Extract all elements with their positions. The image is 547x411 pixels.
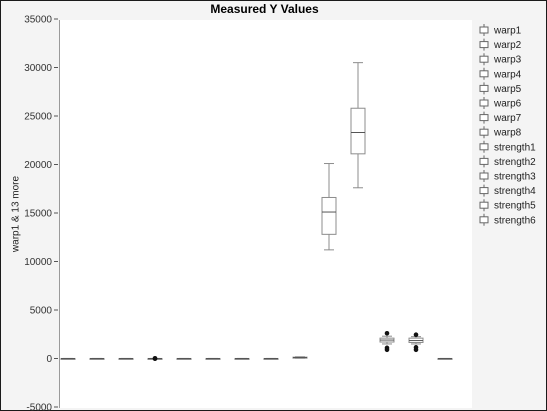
legend-glyph [480,129,488,135]
y-axis-label: warp1 & 13 more [10,175,22,253]
legend-glyph [480,202,488,208]
y-tick-label: 35000 [24,14,52,26]
legend-label-warp2: warp2 [494,40,522,52]
y-tick-label: 25000 [24,111,52,123]
legend-glyph [480,173,488,179]
legend-label-warp1: warp1 [494,25,522,37]
legend-glyph [480,27,488,33]
box-body-strength3 [351,108,365,154]
legend-label-strength5: strength5 [494,200,536,212]
legend-glyph [480,158,488,164]
legend-glyph [480,188,488,194]
chart-title: Measured Y Values [210,2,319,16]
y-tick-label: 5000 [29,305,52,317]
outlier-point [414,332,419,337]
legend-label-strength4: strength4 [494,186,536,198]
legend-label-warp3: warp3 [494,54,522,66]
legend-label-warp7: warp7 [494,113,522,125]
legend-label-warp8: warp8 [494,127,522,139]
y-tick-label: 10000 [24,257,52,268]
y-tick-label: 30000 [24,63,52,74]
box-body-strength2 [322,197,336,234]
legend-glyph [480,56,488,62]
outlier-point [385,331,390,336]
y-tick-label: -5000 [26,402,52,411]
y-tick-label: 0 [46,354,52,365]
outlier-point [385,347,390,352]
legend-glyph [480,100,488,106]
legend-label-strength3: strength3 [494,171,536,183]
y-tick-label: 15000 [24,208,52,220]
outlier-point [414,347,419,352]
legend-label-warp4: warp4 [494,69,522,81]
legend-label-strength6: strength6 [494,215,536,227]
outlier-point [153,356,158,361]
legend-label-strength1: strength1 [494,142,536,154]
legend-glyph [480,217,488,223]
legend-glyph [480,115,488,121]
legend-glyph [480,71,488,77]
legend-label-strength2: strength2 [494,156,536,168]
y-tick-label: 20000 [24,160,52,171]
legend-label-warp5: warp5 [494,83,522,95]
legend-glyph [480,42,488,48]
legend-glyph [480,144,488,150]
legend-glyph [480,85,488,91]
legend-label-warp6: warp6 [494,98,522,110]
